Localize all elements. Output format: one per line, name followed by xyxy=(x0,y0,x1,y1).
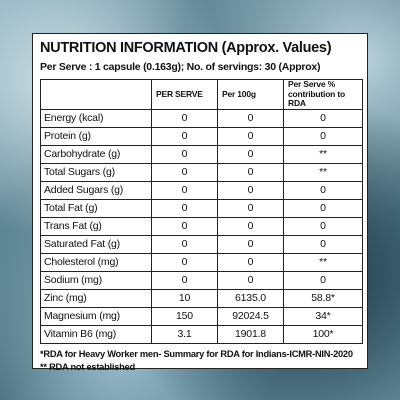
rda-value: 0 xyxy=(284,217,363,235)
rda-value: 58.8* xyxy=(284,289,363,307)
nutrient-name: Trans Fat (g) xyxy=(41,217,152,235)
table-row xyxy=(41,253,363,271)
per-100g-value: 0 xyxy=(218,199,284,217)
header-per-100g: Per 100g xyxy=(218,80,284,110)
table-row xyxy=(41,163,363,181)
nutrient-name: Total Fat (g) xyxy=(41,199,152,217)
rda-value: 0 xyxy=(284,199,363,217)
rda-value: 0 xyxy=(284,109,363,127)
rda-value: 100* xyxy=(284,325,363,343)
nutrient-name: Added Sugars (g) xyxy=(41,181,152,199)
table-header-row xyxy=(41,80,363,110)
per-serve-value: 0 xyxy=(152,271,218,289)
table-row xyxy=(41,271,363,289)
per-serve-value: 0 xyxy=(152,145,218,163)
rda-value: 0 xyxy=(284,127,363,145)
table-row xyxy=(41,109,363,127)
nutrition-panel xyxy=(32,33,368,372)
nutrition-table xyxy=(40,79,363,344)
nutrient-name: Saturated Fat (g) xyxy=(41,235,152,253)
per-serve-value: 0 xyxy=(152,163,218,181)
per-100g-value: 0 xyxy=(218,145,284,163)
per-100g-value: 92024.5 xyxy=(218,307,284,325)
nutrient-name: Magnesium (mg) xyxy=(41,307,152,325)
header-per-serve: PER SERVE xyxy=(152,80,218,110)
table-row xyxy=(41,199,363,217)
rda-value: 0 xyxy=(284,235,363,253)
footnote-rda: *RDA for Heavy Worker men- Summary for RDA for Indians-ICMR-NIN-2020 xyxy=(40,348,353,359)
per-serve-value: 0 xyxy=(152,181,218,199)
per-serve-value: 0 xyxy=(152,235,218,253)
nutrient-name: Zinc (mg) xyxy=(41,289,152,307)
table-row xyxy=(41,235,363,253)
rda-value: 0 xyxy=(284,181,363,199)
per-serve-value: 0 xyxy=(152,199,218,217)
per-serve-value: 150 xyxy=(152,307,218,325)
rda-value: ** xyxy=(284,145,363,163)
serving-info: Per Serve : 1 capsule (0.163g); No. of servings: 30 (Approx) xyxy=(40,61,321,73)
per-serve-value: 0 xyxy=(152,217,218,235)
rda-value: ** xyxy=(284,253,363,271)
per-100g-value: 0 xyxy=(218,235,284,253)
table-row xyxy=(41,289,363,307)
per-100g-value: 0 xyxy=(218,271,284,289)
table-row xyxy=(41,325,363,343)
nutrient-name: Cholesterol (mg) xyxy=(41,253,152,271)
nutrient-name: Protein (g) xyxy=(41,127,152,145)
table-row xyxy=(41,307,363,325)
per-100g-value: 0 xyxy=(218,109,284,127)
nutrient-name: Sodium (mg) xyxy=(41,271,152,289)
per-serve-value: 0 xyxy=(152,109,218,127)
footnote-not-established: ** RDA not established xyxy=(40,361,135,372)
per-100g-value: 0 xyxy=(218,253,284,271)
per-100g-value: 0 xyxy=(218,163,284,181)
nutrient-name: Vitamin B6 (mg) xyxy=(41,325,152,343)
per-serve-value: 0 xyxy=(152,253,218,271)
header-rda: Per Serve % contribution to RDA xyxy=(284,80,363,110)
per-100g-value: 0 xyxy=(218,181,284,199)
per-100g-value: 1901.8 xyxy=(218,325,284,343)
per-serve-value: 10 xyxy=(152,289,218,307)
rda-value: ** xyxy=(284,163,363,181)
nutrient-name: Carbohydrate (g) xyxy=(41,145,152,163)
table-row xyxy=(41,145,363,163)
rda-value: 0 xyxy=(284,271,363,289)
per-serve-value: 0 xyxy=(152,127,218,145)
nutrient-name: Total Sugars (g) xyxy=(41,163,152,181)
header-nutrient xyxy=(41,80,152,110)
table-row xyxy=(41,217,363,235)
table-row xyxy=(41,127,363,145)
per-serve-value: 3.1 xyxy=(152,325,218,343)
per-100g-value: 6135.0 xyxy=(218,289,284,307)
panel-title: NUTRITION INFORMATION (Approx. Values) xyxy=(40,40,332,56)
nutrient-name: Energy (kcal) xyxy=(41,109,152,127)
per-100g-value: 0 xyxy=(218,217,284,235)
per-100g-value: 0 xyxy=(218,127,284,145)
table-row xyxy=(41,181,363,199)
rda-value: 34* xyxy=(284,307,363,325)
